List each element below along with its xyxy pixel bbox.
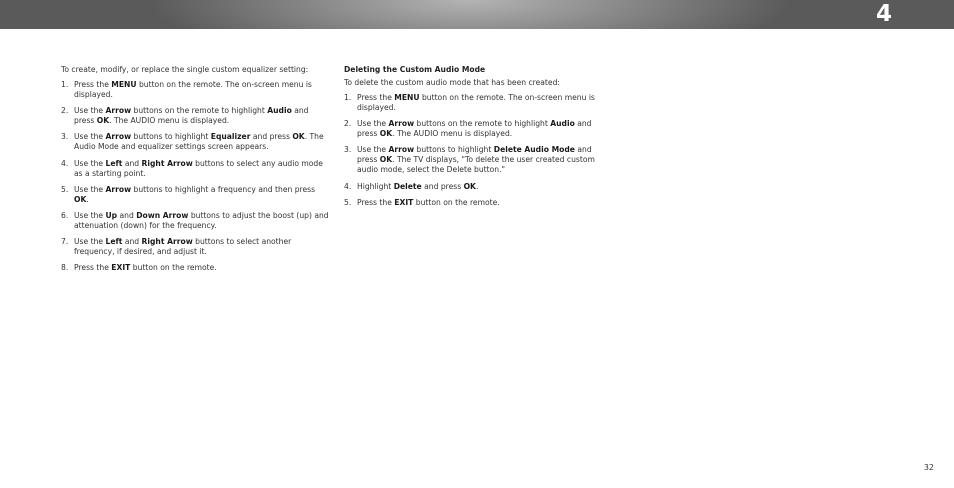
step-number: 5. xyxy=(61,184,69,194)
step-emphasis: OK xyxy=(463,181,476,191)
step-text: . xyxy=(86,194,89,204)
step-emphasis: Delete xyxy=(393,181,422,191)
step-emphasis: OK xyxy=(379,129,393,139)
step-emphasis: Right Arrow xyxy=(141,158,193,168)
equalizer-steps-list xyxy=(61,80,331,273)
right-column xyxy=(344,65,612,214)
right-intro: To delete the custom audio mode that has been created: xyxy=(344,78,560,87)
step-text: Use the xyxy=(74,237,106,247)
step-text: . xyxy=(475,181,479,191)
step-text: and xyxy=(122,158,142,168)
step-text: and press xyxy=(250,132,293,142)
step-emphasis: OK xyxy=(96,116,110,126)
step-text: button on the remote. xyxy=(413,197,500,207)
chapter-number: 4 xyxy=(875,1,892,27)
left-intro: To create, modify, or replace the single custom equalizer setting: xyxy=(61,65,309,74)
page-number: 32 xyxy=(923,463,934,472)
step-emphasis: Arrow xyxy=(105,184,132,194)
step-item xyxy=(61,159,331,179)
step-text: and xyxy=(122,237,142,247)
step-text: . The Audio Mode and equalizer settings screen appears. xyxy=(74,132,324,152)
step-number: 5. xyxy=(344,197,352,207)
step-emphasis: Audio xyxy=(550,119,575,129)
step-number: 3. xyxy=(344,145,352,155)
step-emphasis: Left xyxy=(105,237,123,247)
step-emphasis: Arrow xyxy=(105,106,132,116)
step-text: and press xyxy=(357,145,592,165)
step-item xyxy=(61,263,331,273)
step-item xyxy=(61,132,331,152)
step-number: 2. xyxy=(61,106,69,116)
step-text: buttons on the remote to highlight xyxy=(414,119,551,129)
step-text: buttons to highlight xyxy=(414,145,494,155)
step-text: Highlight xyxy=(357,181,394,191)
step-text: and press xyxy=(357,119,592,139)
step-emphasis: OK xyxy=(292,132,305,142)
step-text: button on the remote. xyxy=(130,263,217,273)
step-text: buttons to highlight xyxy=(131,132,211,142)
step-item xyxy=(344,93,612,113)
step-number: 1. xyxy=(61,80,69,89)
step-emphasis: MENU xyxy=(394,93,420,102)
step-number: 1. xyxy=(344,93,352,102)
step-emphasis: Right Arrow xyxy=(141,237,193,247)
step-text: . The AUDIO menu is displayed. xyxy=(109,116,230,126)
step-text: . The AUDIO menu is displayed. xyxy=(392,129,513,139)
step-text: Press the xyxy=(74,80,112,89)
step-emphasis: Left xyxy=(105,158,123,168)
delete-steps-list xyxy=(344,93,612,208)
step-number: 4. xyxy=(344,181,352,191)
step-item xyxy=(344,182,612,192)
step-text: buttons to highlight a frequency and then press xyxy=(131,184,316,194)
step-item xyxy=(344,119,612,139)
step-text: Use the xyxy=(74,132,106,142)
step-text: Use the xyxy=(74,210,106,220)
step-number: 2. xyxy=(344,119,352,129)
step-text: buttons on the remote to highlight xyxy=(131,106,268,116)
step-emphasis: EXIT xyxy=(111,263,131,273)
step-item xyxy=(61,106,331,126)
step-number: 4. xyxy=(61,158,69,168)
step-text: buttons to select any audio mode as a starting point. xyxy=(74,158,323,178)
step-number: 6. xyxy=(61,210,69,220)
step-emphasis: Down Arrow xyxy=(136,210,189,220)
step-text: and press xyxy=(421,181,464,191)
left-column xyxy=(61,65,331,280)
step-item xyxy=(344,145,612,175)
step-text: Use the xyxy=(74,184,106,194)
step-text: button on the remote. The on-screen menu is displayed. xyxy=(74,80,312,99)
step-item xyxy=(61,80,331,100)
step-text: Press the xyxy=(357,93,395,102)
step-emphasis: Arrow xyxy=(388,119,415,129)
step-text: . The TV displays, "To delete the user created custom audio mode, select the Delete button." xyxy=(357,155,595,175)
step-text: Use the xyxy=(74,106,106,116)
step-emphasis: OK xyxy=(379,155,393,165)
step-text: Press the xyxy=(74,263,112,273)
step-number: 3. xyxy=(61,132,69,142)
step-emphasis: Arrow xyxy=(388,145,415,155)
step-text: Use the xyxy=(74,158,106,168)
step-emphasis: Equalizer xyxy=(210,132,251,142)
step-text: Use the xyxy=(357,145,389,155)
step-emphasis: Audio xyxy=(267,106,292,116)
step-text: and press xyxy=(74,106,309,126)
step-text: button on the remote. The on-screen menu is displayed. xyxy=(357,93,595,112)
step-emphasis: OK xyxy=(74,194,87,204)
step-number: 7. xyxy=(61,237,69,247)
step-text: and xyxy=(117,210,137,220)
step-item xyxy=(61,185,331,205)
step-text: buttons to adjust the boost (up) and attenuation (down) for the frequency. xyxy=(74,210,329,230)
step-item xyxy=(61,211,331,231)
step-number: 8. xyxy=(61,263,69,273)
step-text: Use the xyxy=(357,119,389,129)
chapter-header-bar xyxy=(0,0,954,29)
section-heading: Deleting the Custom Audio Mode xyxy=(344,65,486,74)
step-text: Press the xyxy=(357,197,395,207)
step-item xyxy=(61,237,331,257)
step-emphasis: Delete Audio Mode xyxy=(493,145,575,155)
step-item xyxy=(344,198,612,208)
step-text: buttons to select another frequency, if desired, and adjust it. xyxy=(74,237,292,257)
step-emphasis: Arrow xyxy=(105,132,132,142)
step-emphasis: EXIT xyxy=(394,197,414,207)
step-emphasis: Up xyxy=(105,210,118,220)
step-emphasis: MENU xyxy=(111,80,137,89)
